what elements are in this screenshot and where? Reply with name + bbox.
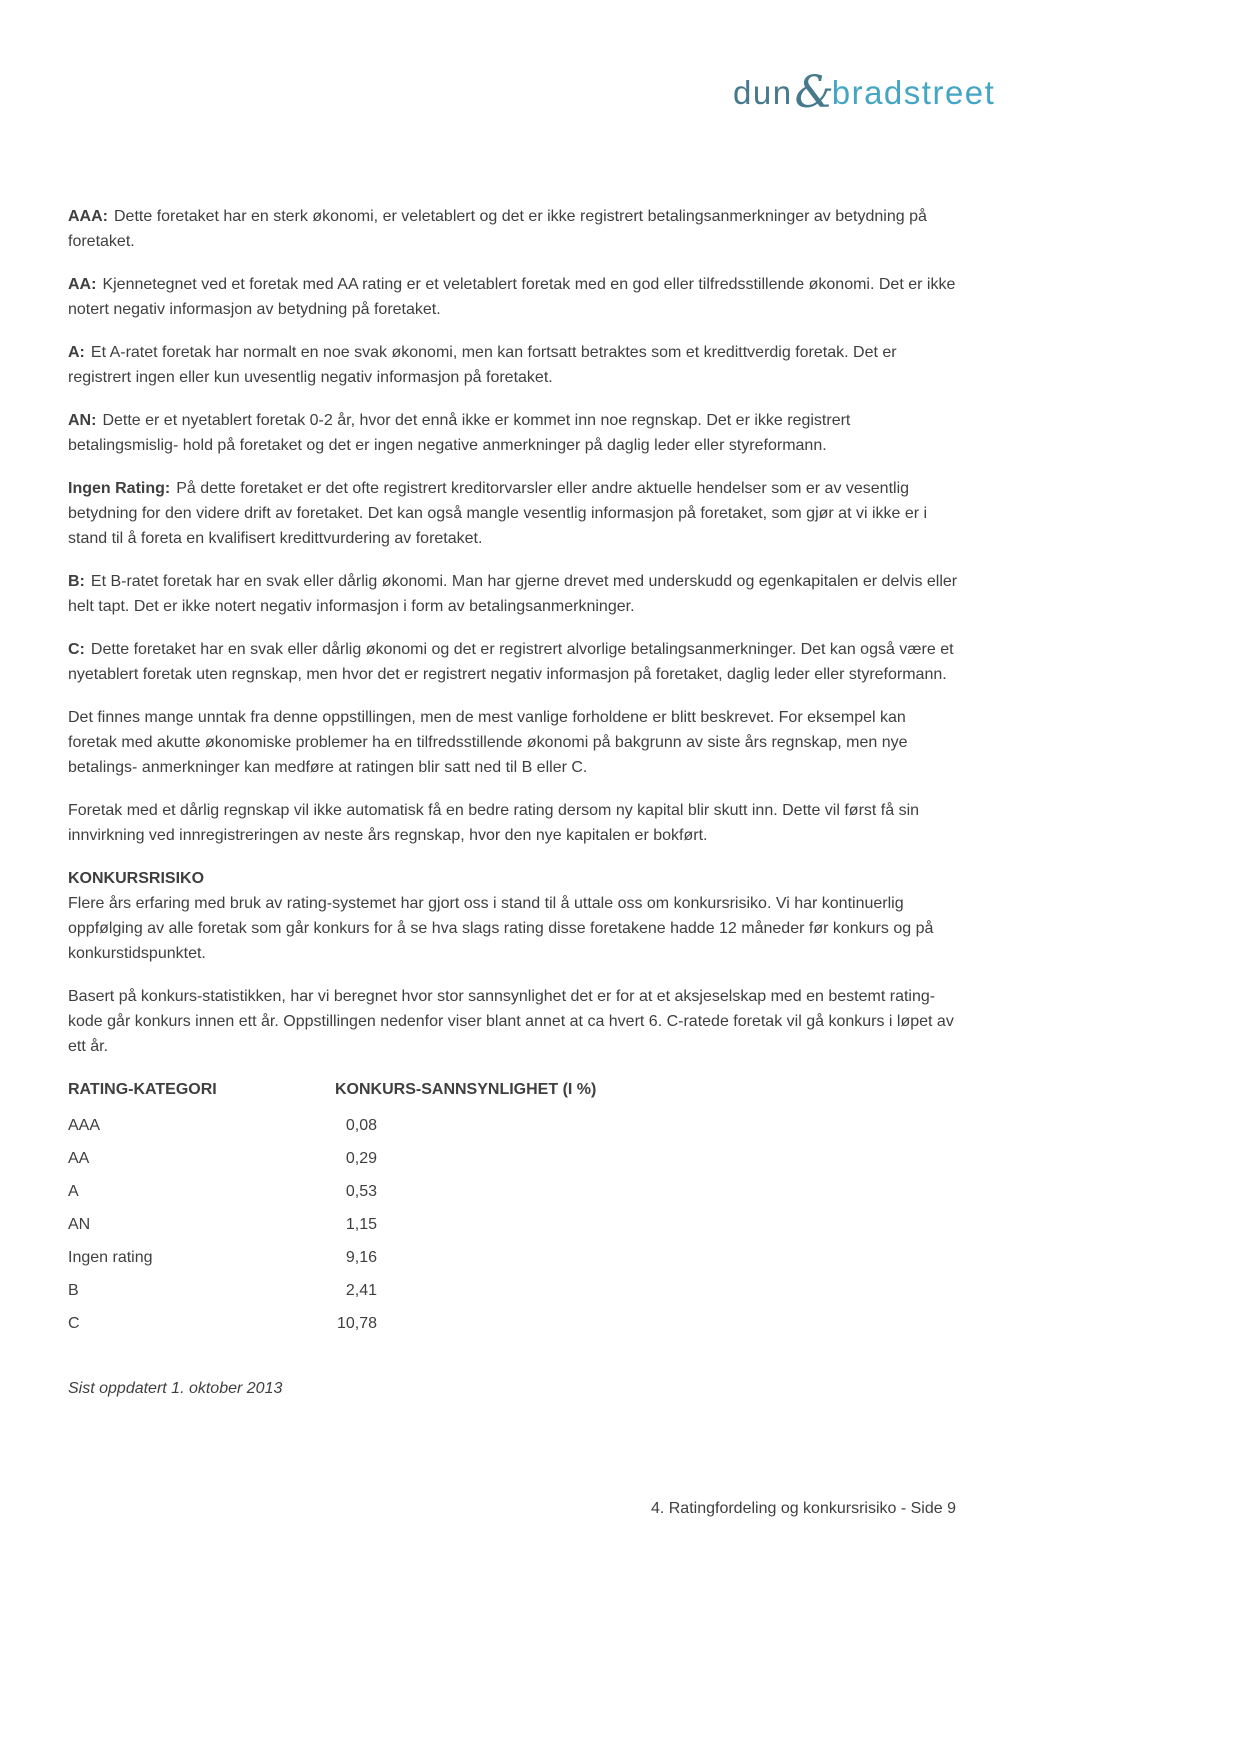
table-header-rating-category: RATING-KATEGORI (68, 1081, 217, 1098)
table-cell-category: AAA (68, 1117, 101, 1134)
table-cell-category: B (68, 1282, 79, 1299)
table-header-bankruptcy-probability: KONKURS-SANNSYNLIGHET (I %) (335, 1081, 597, 1098)
table-cell-probability: 1,15 (345, 1216, 377, 1233)
table-cell-probability: 9,16 (345, 1249, 377, 1266)
table-row-ingen-rating (68, 1241, 958, 1274)
rating-label-aa: AA: (68, 276, 97, 293)
rating-label-ingen-rating: Ingen Rating: (68, 480, 171, 497)
rating-text-ingen-rating: På dette foretaket er det ofte registrert kreditorvarsler eller andre aktuelle hendelser som er av vesentlig betydning for den videre drift av foretaket. Det kan også mangle vesentlig informasjon på foretaket, som gjør at vi ikke er i stand til å foreta en kvalifisert kredittvurdering av foretaket. (68, 480, 928, 547)
table-cell-probability: 0,08 (345, 1117, 377, 1134)
table-row-an (68, 1208, 958, 1241)
table-cell-category: AA (68, 1150, 90, 1167)
table-cell-category: Ingen rating (68, 1249, 153, 1266)
rating-text-aa: Kjennetegnet ved et foretak med AA rating er et veletablert foretak med en god eller tilfredsstillende økonomi. Det er ikke notert negativ informasjon av betydning på foretaket. (68, 276, 956, 318)
page-footer: 4. Ratingfordeling og konkursrisiko - Side 9 (650, 1500, 956, 1517)
logo-dun-text: dun (733, 74, 793, 111)
table-cell-probability: 0,53 (345, 1183, 377, 1200)
dun-bradstreet-logo (733, 67, 996, 118)
table-row-c (68, 1307, 958, 1340)
rating-label-an: AN: (68, 412, 97, 429)
table-row-aaa (68, 1109, 958, 1142)
table-row-aa (68, 1142, 958, 1175)
table-cell-category: C (68, 1315, 80, 1332)
document-body (68, 204, 958, 1417)
new-capital-paragraph: Foretak med et dårlig regnskap vil ikke automatisk få en bedre rating dersom ny kapital blir skutt inn. Dette vil først få sin innvirkning ved innregistreringen av neste års regnskap, hvor den nye kapitalen er bokført. (68, 802, 920, 844)
table-cell-probability: 10,78 (336, 1315, 377, 1332)
rating-paragraph-b (68, 569, 958, 619)
rating-label-a: A: (68, 344, 85, 361)
rating-label-b: B: (68, 573, 85, 590)
rating-text-a: Et A-ratet foretak har normalt en noe svak økonomi, men kan fortsatt betraktes som et kredittverdig foretak. Det er registrert ingen eller kun uvesentlig negativ informasjon på foretaket. (68, 344, 897, 386)
logo-ampersand-icon: & (794, 67, 834, 118)
rating-paragraph-an (68, 408, 958, 458)
rating-paragraph-aaa (68, 204, 958, 254)
rating-label-aaa: AAA: (68, 208, 108, 225)
logo-bradstreet-text: bradstreet (831, 74, 996, 111)
table-cell-probability: 2,41 (345, 1282, 377, 1299)
rating-paragraph-ingen-rating (68, 476, 958, 551)
table-cell-category: A (68, 1183, 79, 1200)
rating-text-aaa: Dette foretaket har en sterk økonomi, er veletablert og det er ikke registrert betalingsanmerkninger av betydning på foretaket. (68, 208, 927, 250)
bankruptcy-probability-table (68, 1077, 958, 1340)
rating-label-c: C: (68, 641, 85, 658)
rating-paragraph-aa (68, 272, 958, 322)
rating-text-b: Et B-ratet foretak har en svak eller dårlig økonomi. Man har gjerne drevet med underskudd og egenkapitalen er delvis eller helt tapt. Det er ikke notert negativ informasjon i form av betalingsanmerkninger. (68, 573, 958, 615)
rating-paragraph-a (68, 340, 958, 390)
exceptions-paragraph: Det finnes mange unntak fra denne oppstillingen, men de mest vanlige forholdene er blitt beskrevet. For eksempel kan foretak med akutte økonomiske problemer ha en tilfredsstillende økonomi på bakgrunn av siste års regnskap, men nye betalings- anmerkninger kan medføre at ratingen blir satt ned til B eller C. (68, 709, 908, 776)
table-cell-category: AN (68, 1216, 91, 1233)
last-updated-note: Sist oppdatert 1. oktober 2013 (68, 1380, 283, 1397)
table-row-b (68, 1274, 958, 1307)
table-header-row (68, 1077, 958, 1102)
rating-text-an: Dette er et nyetablert foretak 0-2 år, hvor det ennå ikke er kommet inn noe regnskap. Det er ikke registrert betalingsmislig- hold på foretaket og det er ingen negative anmerkninger på daglig leder eller styreformann. (68, 412, 851, 454)
rating-text-c: Dette foretaket har en svak eller dårlig økonomi og det er registrert alvorlige betalingsanmerkninger. Det kan også være et nyetablert foretak uten regnskap, men hvor det er registrert negativ informasjon på foretaket, daglig leder eller styreformann. (68, 641, 954, 683)
konkursrisiko-paragraph-2: Basert på konkurs-statistikken, har vi beregnet hvor stor sannsynlighet det er for at et aksjeselskap med en bestemt rating-kode går konkurs innen ett år. Oppstillingen nedenfor viser blant annet at ca hvert 6. C-ratede foretak vil gå konkurs i løpet av ett år. (68, 988, 954, 1055)
table-row-a (68, 1175, 958, 1208)
konkursrisiko-paragraph-1: Flere års erfaring med bruk av rating-systemet har gjort oss i stand til å uttale oss om konkursrisiko. Vi har kontinuerlig oppfølging av alle foretak som går konkurs for å se hva slags rating disse foretakene hadde 12 måneder før konkurs og på konkurstidspunktet. (68, 895, 934, 962)
konkursrisiko-heading: KONKURSRISIKO (68, 870, 205, 887)
rating-paragraph-c (68, 637, 958, 687)
table-cell-probability: 0,29 (345, 1150, 377, 1167)
konkursrisiko-section (68, 866, 958, 1059)
